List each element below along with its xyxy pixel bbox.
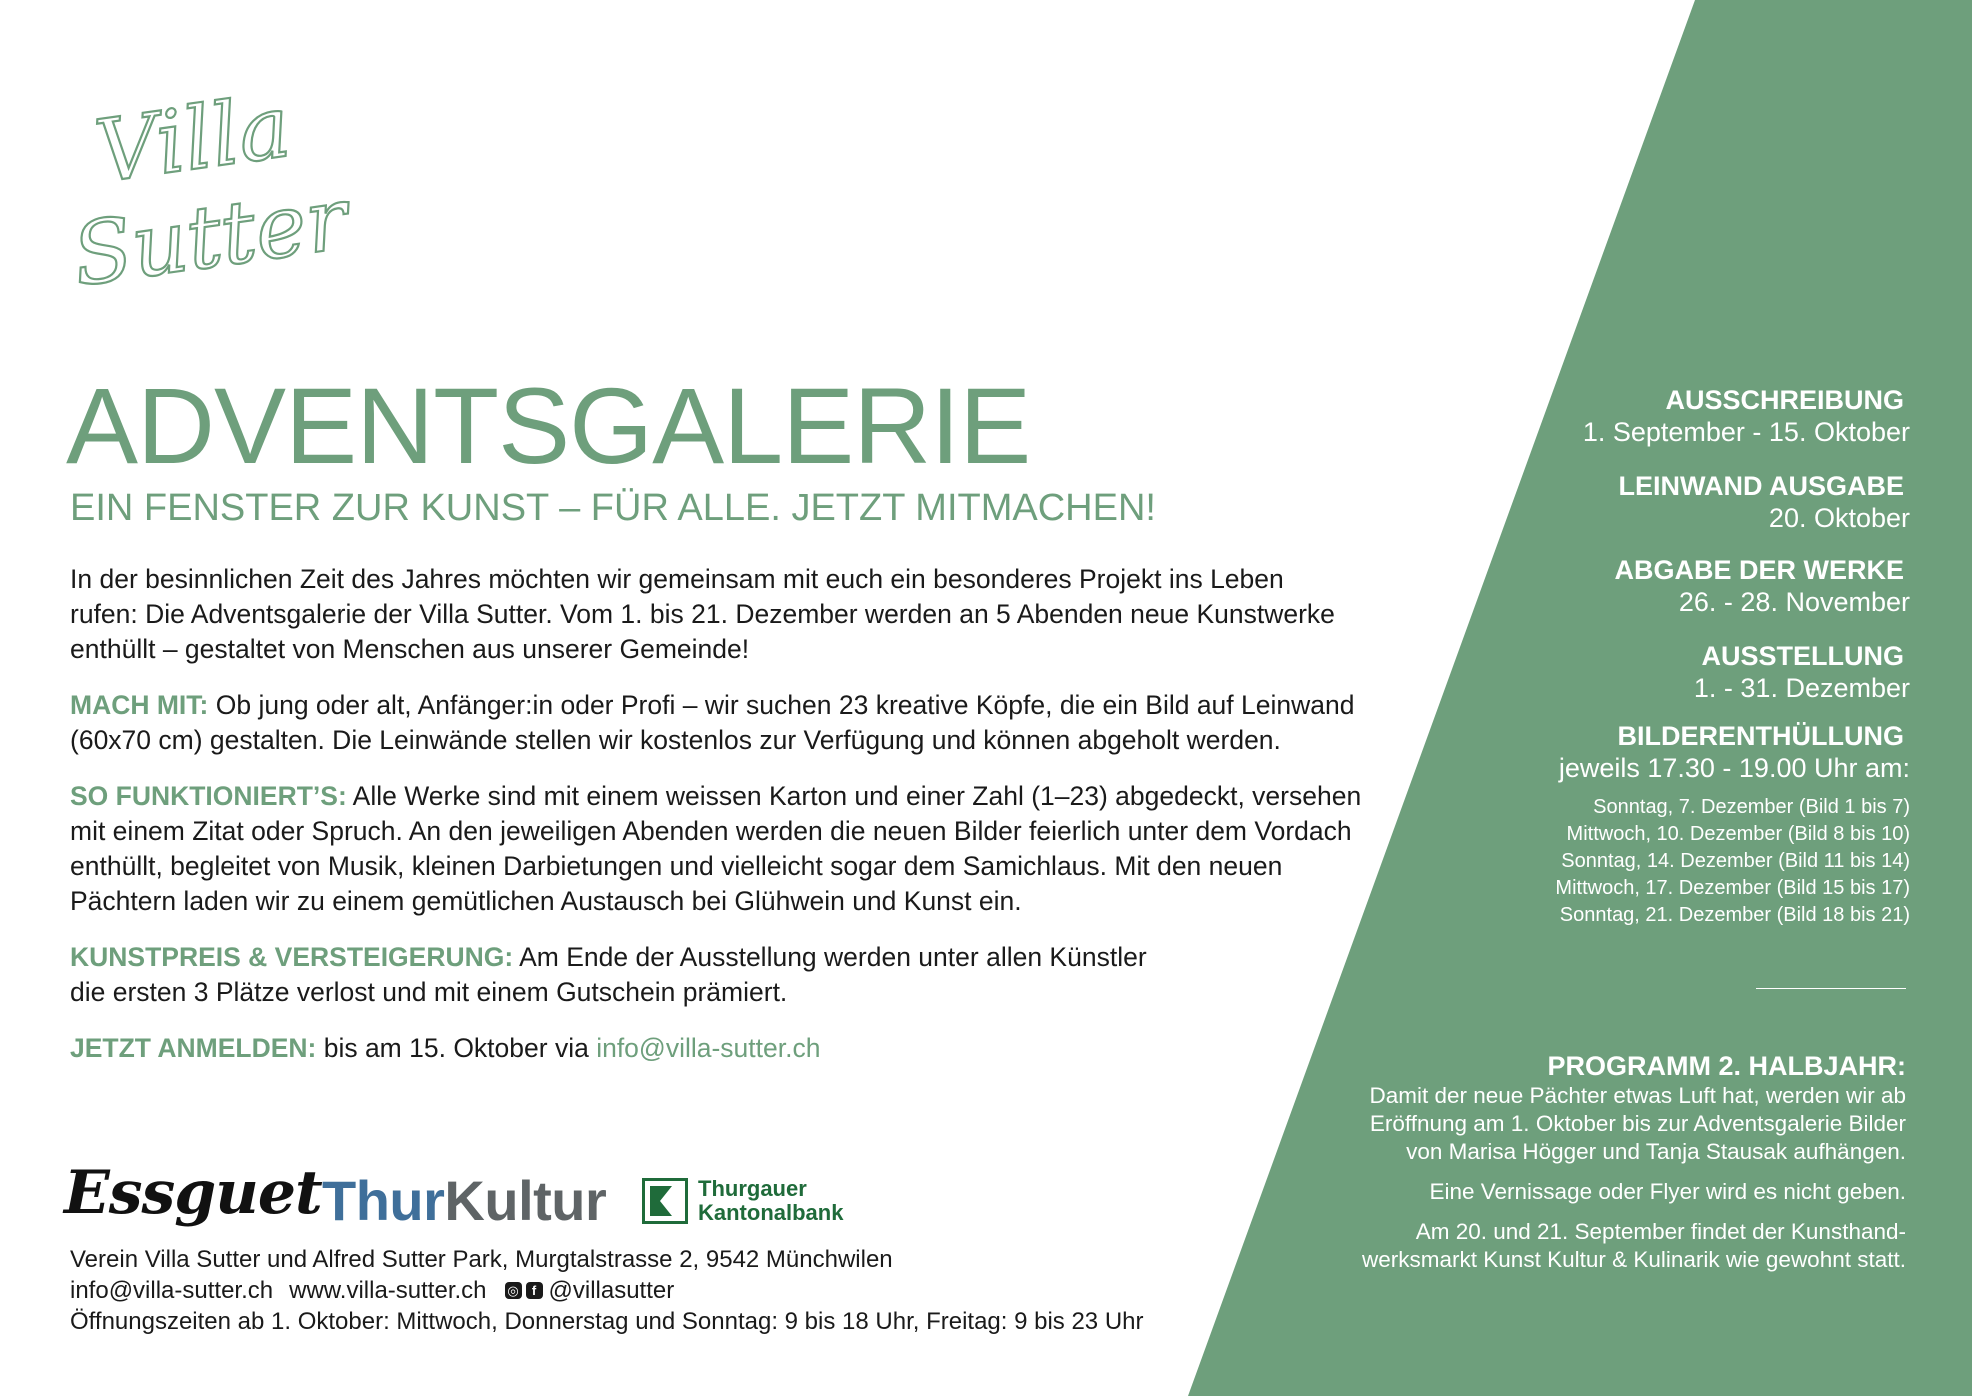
logo-line2: Sutter bbox=[66, 168, 354, 307]
facebook-icon[interactable]: f bbox=[526, 1282, 543, 1299]
main-body bbox=[70, 562, 1370, 1087]
schedule-item: Sonntag, 21. Dezember (Bild 18 bis 21) bbox=[1559, 904, 1910, 926]
anmelden-email-link[interactable]: info@villa-sutter.ch bbox=[596, 1033, 821, 1063]
enthuellung-block: BILDERENTHÜLLUNG jeweils 17.30 - 19.00 Uhr am: Sonntag, 7. Dezember (Bild 1 bis 7) Mittwoch, 10. Dezember (Bild 8 bis 10) Sonntag, 14. Dezember (Bild 11 bis 14) Mittwoch, 17. Dezember (Bild 15 bis 17) Sonntag, 21. Dezember (Bild 18 bis 21) bbox=[1555, 720, 1910, 929]
thurkultur-logo: ThurKultur bbox=[322, 1169, 607, 1232]
logo-line1: Villa bbox=[89, 76, 297, 203]
intro-paragraph: In der besinnlichen Zeit des Jahres möchten wir gemeinsam mit euch ein besonderes Projekt ins Leben rufen: Die Adventsgalerie der Villa Sutter. Vom 1. bis 21. Dezember werden an 5 Abenden neue Kunstwerke enthüllt – gestaltet von Menschen aus unserer Gemeinde! bbox=[70, 564, 1335, 664]
footer-address: Verein Villa Sutter und Alfred Sutter Park, Murgtalstrasse 2, 9542 Münchwilen bbox=[70, 1246, 893, 1273]
programm-block: PROGRAMM 2. HALBJAHR: Damit der neue Pächter etwas Luft hat, werden wir ab Eröffnung am 1. Oktober bis zur Adventsgalerie Bilder von Marisa Högger und Tanja Stausak aufhängen. Eine Vernissage oder Flyer wird es nicht geben. Am 20. und 21. September findet der Kunsthand- werksmarkt Kunst Kultur & Kulinarik wie gewohnt statt. bbox=[1362, 1051, 1906, 1272]
footer-social-handle[interactable]: @villasutter bbox=[548, 1277, 675, 1304]
schedule-list bbox=[1555, 794, 1910, 929]
schedule-item: Sonntag, 14. Dezember (Bild 11 bis 14) bbox=[1561, 850, 1910, 872]
footer bbox=[70, 1244, 1144, 1337]
abgabe-block: ABGABE DER WERKE 26. - 28. November bbox=[1614, 555, 1910, 617]
ausschreibung-block: AUSSCHREIBUNG 1. September - 15. Oktober bbox=[1582, 385, 1910, 447]
mach-mit-paragraph: MACH MIT: Ob jung oder alt, Anfänger:in oder Profi – wir suchen 23 kreative Köpfe, die ein Bild auf Leinwand (60x70 cm) gestalten. Die Leinwände stellen wir kostenlos zur Verfügung und können abgeholt werden. bbox=[70, 690, 1355, 755]
schedule-item: Mittwoch, 17. Dezember (Bild 15 bis 17) bbox=[1555, 877, 1910, 899]
schedule-item: Sonntag, 7. Dezember (Bild 1 bis 7) bbox=[1593, 796, 1910, 818]
page-title: ADVENTSGALERIE bbox=[66, 365, 1031, 486]
mach-mit-label: MACH MIT: bbox=[70, 690, 209, 720]
essguet-logo: Essguet bbox=[64, 1158, 322, 1228]
so-funktionierts-paragraph: SO FUNKTIONIERT’S: Alle Werke sind mit einem weissen Karton und einer Zahl (1–23) abgedeckt, versehen mit einem Zitat oder Spruch. An den jeweiligen Abenden werden die neuen Bilder feierlich unter dem Vordach enthüllt, begleitet von Musik, kleinen Darbietungen und vielleicht sogar dem Samichlaus. Mit den neuen Pächtern laden wir zu einem gemütlichen Austausch bei Glühwein und Kunst ein. bbox=[70, 781, 1362, 916]
kunstpreis-label: KUNSTPREIS & VERSTEIGERUNG: bbox=[70, 942, 514, 972]
so-funktionierts-label: SO FUNKTIONIERT’S: bbox=[70, 781, 347, 811]
footer-hours: Öffnungszeiten ab 1. Oktober: Mittwoch, Donnerstag und Sonntag: 9 bis 18 Uhr, Freitag: 9 bis 23 Uhr bbox=[70, 1308, 1144, 1335]
leinwand-block: LEINWAND AUSGABE 20. Oktober bbox=[1618, 471, 1910, 533]
page-subtitle: EIN FENSTER ZUR KUNST – FÜR ALLE. JETZT MITMACHEN! bbox=[70, 487, 1156, 529]
ausstellung-block: AUSSTELLUNG 1. - 31. Dezember bbox=[1693, 641, 1910, 703]
footer-website[interactable]: www.villa-sutter.ch bbox=[289, 1277, 487, 1304]
villa-sutter-logo bbox=[66, 70, 354, 310]
sidebar-divider bbox=[1756, 988, 1906, 989]
kunstpreis-paragraph: KUNSTPREIS & VERSTEIGERUNG: Am Ende der Ausstellung werden unter allen Künstler die ersten 3 Plätze verlost und mit einem Gutschein prämiert. bbox=[70, 942, 1147, 1007]
footer-email[interactable]: info@villa-sutter.ch bbox=[70, 1277, 274, 1304]
instagram-icon[interactable]: ◎ bbox=[505, 1282, 522, 1299]
anmelden-paragraph: JETZT ANMELDEN: bis am 15. Oktober via info@villa-sutter.ch bbox=[70, 1033, 821, 1063]
tkb-emblem-icon bbox=[642, 1178, 688, 1224]
schedule-item: Mittwoch, 10. Dezember (Bild 8 bis 10) bbox=[1566, 823, 1910, 845]
tkb-logo: Thurgauer Kantonalbank bbox=[642, 1176, 843, 1226]
anmelden-label: JETZT ANMELDEN: bbox=[70, 1033, 317, 1063]
